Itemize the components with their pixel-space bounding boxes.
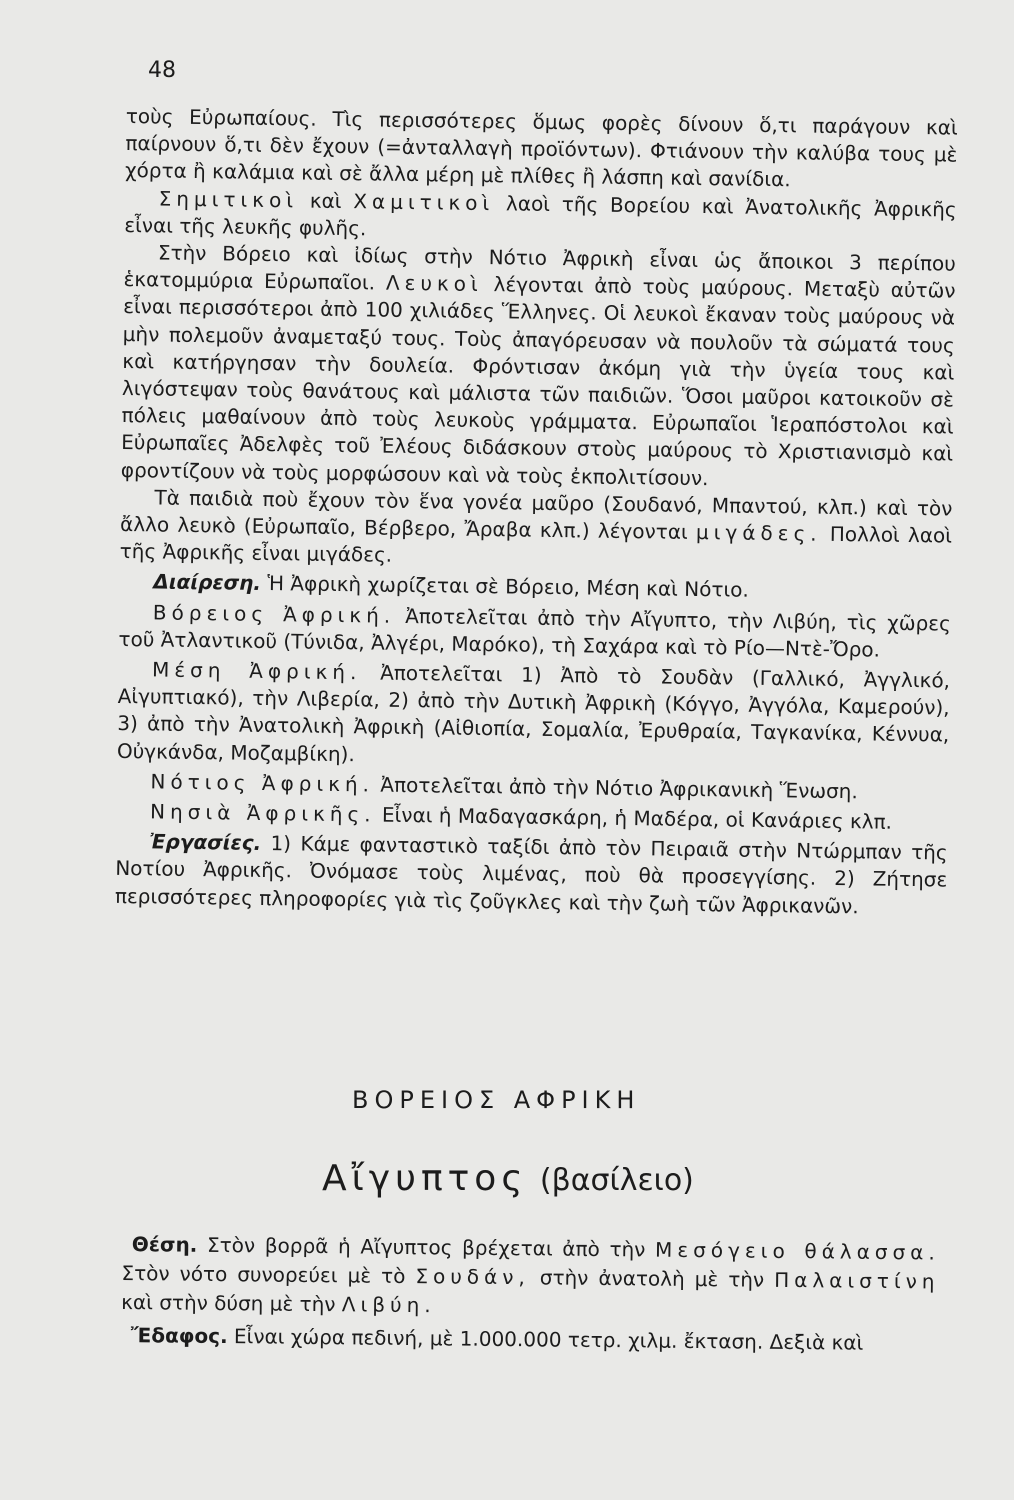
spaced-word: Μεσόγειο θάλασσα. xyxy=(655,1237,940,1265)
spaced-word: Σημιτικοὶ xyxy=(158,186,299,213)
spaced-word: Παλαιστίνη xyxy=(774,1267,940,1294)
paragraph-north-africa xyxy=(118,599,951,665)
paragraph-text: Πολλοὶ λαοὶ τῆς Ἀφρικῆς εἶναι μιγάδες. xyxy=(119,521,953,568)
paragraph-mixed xyxy=(120,484,953,577)
label-division: Διαίρεση. xyxy=(153,569,262,596)
spaced-word: Νότιος Ἀφρική. xyxy=(150,769,375,797)
paragraph-text: Ἡ Ἀφρικὴ χωρίζεται σὲ Βόρειο, Μέση καὶ Νότιο. xyxy=(267,571,749,603)
spaced-word: Μέση Ἀφρική. xyxy=(151,657,362,685)
spaced-word: Σουδάν, xyxy=(415,1264,530,1290)
paragraph-exercises xyxy=(115,828,948,921)
paragraph-text: Ἀποτελεῖται ἀπὸ τὴν Αἴγυπτο, τὴν Λιβύη, τὶς χῶρες τοῦ Ἀτλαντικοῦ (Τύνιδα, Ἀλγέρι, Μαρόκο), τὴ Σαχάρα καὶ τὸ Ρίο—Ντὲ-Ὄρο. xyxy=(118,603,951,662)
spaced-word: μιγάδες. xyxy=(695,520,822,546)
spaced-word: Νησιὰ Ἀφρικῆς. xyxy=(149,799,376,827)
country-text xyxy=(121,1226,940,1359)
label-terrain: Ἔδαφος. xyxy=(130,1323,228,1349)
paragraph-text: Στὸν βορρᾶ ἡ Αἴγυπτος βρέχεται ἀπὸ τὴν xyxy=(206,1232,646,1262)
paragraph: τοὺς Εὐρωπαίους. Τὶς περισσότερες ὅμως φορὲς δίνουν ὅ,τι παράγουν καὶ παίρνουν ὅ,τι δὲν ἔχουν (=ἀνταλλαγὴ προϊόντων). Φτιάνουν τὴν καλύβα τους μὲ χόρτα ἢ καλάμια καὶ σὲ ἄλλα μέρη μὲ πλίθες ἢ λάσπη καὶ σανίδια. xyxy=(124,103,958,192)
section-heading: ΒΟΡΕΙΟΣ ΑΦΡΙΚΗ xyxy=(352,1086,641,1114)
spaced-word: Βόρειος Ἀφρική. xyxy=(152,600,396,628)
paragraph-position xyxy=(121,1230,940,1326)
paragraph-text: Ἀποτελεῖται ἀπὸ τὴν Νότιο Ἀφρικανικὴ Ἕνωση. xyxy=(380,772,858,804)
paragraph-terrain xyxy=(121,1321,939,1359)
paragraph-text: λέγονται ἀπὸ τοὺς μαύρους. Μεταξὺ αὐτῶν εἶναι περισσότεροι ἀπὸ 100 χιλιάδες Ἕλληνες. Οἱ λευκοὶ ἔκαναν τοὺς μαύρους νὰ μὴν πολεμοῦν ἀναμεταξύ τους. Τοὺς ἀπαγόρευσαν νὰ πουλοῦν τὰ σώματά τους καὶ κατήργησαν τὴν δουλεία. Φρόντισαν ἀκόμη γιὰ τὴν ὑγεία τους καὶ λιγόστεψαν τοὺς θανάτους καὶ μάλιστα τῶν παιδιῶν. Ὅσοι μαῦροι κατοικοῦν σὲ πόλεις μαθαίνουν ἀπὸ τοὺς λευκοὺς γράμματα. Εὐρωπαῖοι Ἱεραπόστολοι καὶ Εὐρωπαῖες Ἀδελφὲς τοῦ Ἐλέους διδάσκουν στοὺς μαύρους τὸ Χριστιανισμὸ καὶ φροντίζουν νὰ τοὺς μορφώσουν καὶ νὰ τοὺς ἐκπολιτίσουν. xyxy=(120,272,956,490)
spaced-word: Λιβύη. xyxy=(341,1292,436,1318)
paragraph-text: Τὰ παιδιὰ ποὺ ἔχουν τὸν ἕνα γονέα μαῦρο (Σουδανό, Μπαντού, κλπ.) καὶ τὸν ἄλλο λευκὸ (Εὐρωπαῖο, Βέρβερο, Ἄραβα κλπ.) λέγονται xyxy=(119,485,953,544)
spaced-word: Λευκοὶ xyxy=(385,270,483,297)
paragraph-text: Στὸν νότο συνορεύει μὲ τὸ xyxy=(121,1260,406,1288)
page-number: 48 xyxy=(148,58,176,83)
country-heading xyxy=(322,1158,694,1199)
paragraph-text: 1) Κάμε φανταστικὸ ταξίδι ἀπὸ τὸν Πειραιᾶ στὴν Ντώρμπαν τῆς Νοτίου Ἀφρικῆς. Ὀνόμασε τοὺς λιμένας, ποὺ θὰ προσεγγίσης. 2) Ζήτησε περισσότερες πληροφορίες γιὰ τὶς ζοῦγκλες καὶ τὴν ζωὴ τῶν Ἀφρικανῶν. xyxy=(114,831,948,918)
paragraph-europeans xyxy=(121,239,956,495)
label-position: Θέση. xyxy=(131,1232,198,1257)
body-text xyxy=(115,103,958,921)
paragraph-text: λαοὶ τῆς Βορείου καὶ Ἀνατολικῆς Ἀφρικῆς εἶναι τῆς λευκῆς φυλῆς. xyxy=(124,190,957,241)
paragraph-text: Εἶναι ἡ Μαδαγασκάρη, ἡ Μαδέρα, οἱ Κανάριες κλπ. xyxy=(381,802,893,834)
label-exercises: Ἐργασίες. xyxy=(149,829,262,856)
paragraph-text: καὶ στὴν δύση μὲ τὴν xyxy=(121,1289,336,1317)
paragraph-text: Εἶναι χώρα πεδινή, μὲ 1.000.000 τετρ. χιλμ. ἔκταση. Δεξιὰ καὶ xyxy=(233,1324,864,1355)
paragraph-text: Στὴν Βόρειο καὶ ἰδίως στὴν Νότιο Ἀφρικὴ εἶναι ὡς ἄποικοι 3 περίπου ἑκατομμύρια Εὐρωπαῖοι. xyxy=(123,240,957,295)
paragraph-middle-africa xyxy=(117,656,950,776)
paragraph-text: Ἀποτελεῖται 1) Ἀπὸ τὸ Σουδὰν (Γαλλικό, Ἀγγλικό, Αἰγυπτιακό), τὴν Λιβερία, 2) ἀπὸ τὴν Δυτικὴ Ἀφρικὴ (Κόγγο, Ἀγγόλα, Καμερούν), 3) ἀπὸ τὴν Ἀνατολικὴ Ἀφρικὴ (Αἰθιοπία, Σομαλία, Ἐρυθραία, Ταγκανίκα, Κέννυα, Οὐγκάνδα, Μοζαμβίκη). xyxy=(116,660,951,766)
country-subtitle: (βασίλειο) xyxy=(539,1163,694,1198)
country-name: Αἴγυπτος xyxy=(322,1158,528,1199)
spaced-word: Χαμιτικοὶ xyxy=(353,188,495,215)
paragraph-text: στὴν ἀνατολὴ μὲ τὴν xyxy=(539,1265,765,1292)
word: καὶ xyxy=(309,188,342,213)
